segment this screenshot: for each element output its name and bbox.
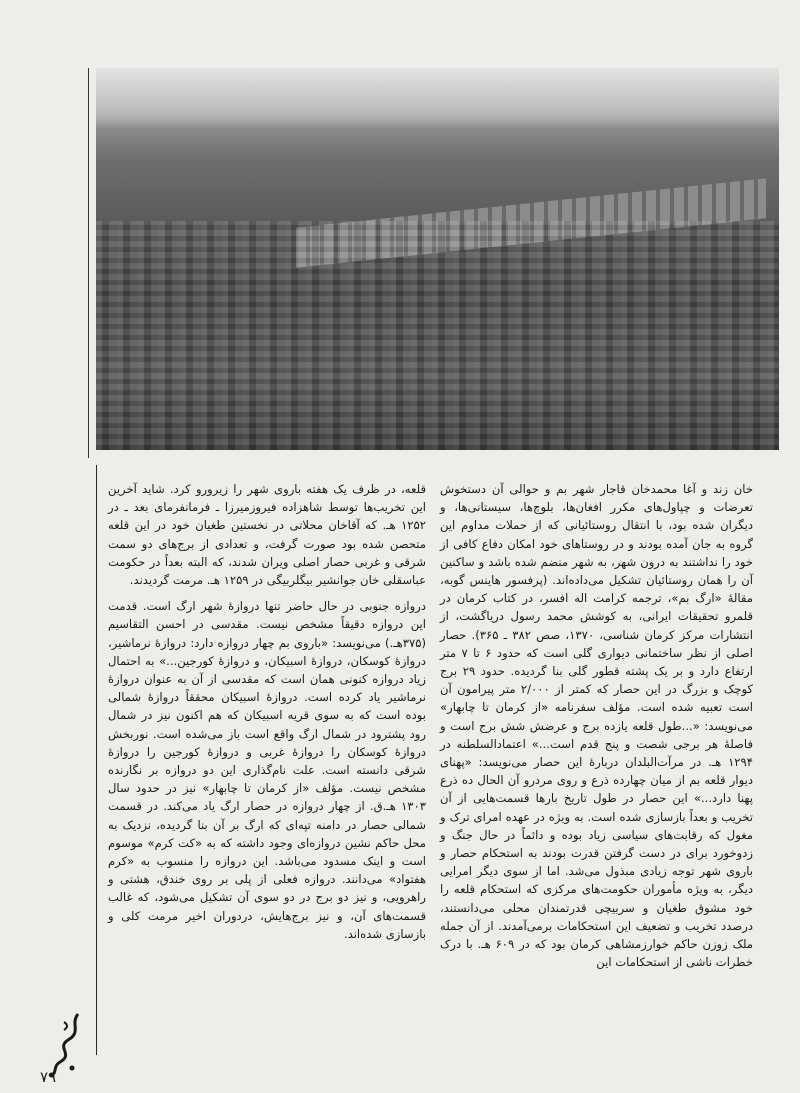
paragraph: خان زند و آغا محمدخان قاجار شهر بم و حوالی آن دستخوش تعرضات و چپاول‌های مکرر افغان‌ها، بلوچ‌ها، سیستانی‌ها، و دیگران شده بود، با انتقال روستائیانی که از حملات مداوم این گروه به جان آمده بودند و در روستاهای خود امکان دفاع کافی از خود را نداشتند به درون شهر، به شهر منضم شده باشد و ساکنین آن را همان روستائیان تشکیل می‌داده‌اند. (پرفسور هاینس گوبه، مقالهٔ «ارگ بم»، ترجمه کرامت اله افسر، در کتاب کرمان در قلمرو تحقیقات ایرانی، به کوشش محمد رسول دریاگشت، از انتشارات مرکز کرمان شناسی، ۱۳۷۰، صص ۳۸۲ ـ ۳۶۵). حصار اصلی از نظر ساختمانی دیواری گلی است که حدود ۶ تا ۷ متر ارتفاع دارد و بر یک پشته قطور گلی بنا گردیده. حدود ۲۹ برج کوچک و بزرگ در این حصار که کمتر از ۲/۰۰۰ متر پیرامون آن است تعبیه شده است. مؤلف سفرنامه «از کرمان تا چابهار» می‌نویسد: «...طول قلعه یازده برج و عرضش شش برج است و فاصلهٔ هر برجی شصت و پنج قدم است...» اعتمادالسلطنه در ۱۲۹۴ هـ. در مرآت‌البلدان دربارهٔ این حصار می‌نویسد: «پهنای دیوار قلعه بم از میان چهارده ذرع و روی مردرو آن الحال ده ذرع پهنا دارد...» این حصار در طول تاریخ بارها قسمت‌هایی از آن تخریب و بعداً بازسازی شده است. به ویژه در عهده امرای ترک و مغول که رقابت‌های سیاسی زیاد بوده و دائماً در حال جنگ و زدوخورد برای در دست گرفتن قدرت بودند به استحکام حصار و باروی شهر توجه زیادی مبذول می‌شد. اما از سوی دیگر امرایی دیگر، به ویژه مأموران حکومت‌های مرکزی که استحکام قلعه را خود مشوق طغیان و سربیچی قدرتمندان محلی می‌دانستند، درصدد تخریب و تضعیف این استحکامات برمی‌آمدند. از آن جمله ملک زوزن حاکم خوارزمشاهی کرمان بود که در ۶۰۹ هـ. با درک خطرات ناشی از استحکامات این [440, 482, 754, 970]
column-rule [96, 465, 97, 1055]
page-number: ۷۹ [40, 1068, 57, 1086]
photo-rooftops [96, 221, 779, 450]
text-column-left [108, 480, 426, 1055]
paragraph: دروازه جنوبی در حال حاضر تنها دروازهٔ شهر ارگ است. قدمت این دروازه دقیقاً مشخص نیست. مقدسی در احسن التقاسیم (۳۷۵هـ.) می‌نویسد: «باروی بم چهار دروازه دارد: دروازهٔ نرماشیر، دروازهٔ کوسکان، دروازهٔ اسبیکان، و دروازهٔ کورجین...» به احتمال زیاد دروازه کنونی همان است که مقدسی از آن به عنوان دروازهٔ نرماشیر یاد کرده است. دروازهٔ اسبیکان محققاً دروازهٔ شمالی بوده است که به سوی قریه اسبیکان که هم اکنون نیز در شمال رود پشترود در شمال ارگ واقع است باز می‌شده است. نوربخش دروازهٔ کوسکان را دروازهٔ غربی و دروازهٔ کورجین را دروازهٔ شرقی دانسته است. علت نام‌گذاری این دو دروازه بر نگارنده مشخص نیست. مؤلف «از کرمان تا چابهار» نیز در حدود سال ۱۳۰۳ هـ.ق. از چهار دروازه در حصار ارگ یاد می‌کند. در قسمت شمالی حصار در دامنه تپه‌ای که ارگ بر آن بنا گردیده، نزدیک به محل حاکم نشین دروازه‌ای وجود داشته که به «کت کرم» موسوم است و اینک مسدود می‌باشد. این دروازه را منسوب به «کرم هفتواد» می‌دانند. دروازه فعلی از پلی بر روی خندق، هشتی و راهرویی، و نیز دو برج در دو سوی آن تشکیل می‌شود، که غالب قسمت‌های آن، و نیز برج‌هایش، دردوران اخیر مرمت کلی و بازسازی شده‌اند. [108, 599, 426, 941]
photo-sky-haze [96, 68, 779, 128]
text-column-right [440, 480, 753, 1070]
paragraph: قلعه، در ظرف یک هفته باروی شهر را زیرورو کرد. شاید آخرین این تخریب‌ها توسط شاهزاده فیروزمیرزا ـ فرمانفرمای بعد ـ در ۱۲۵۲ هـ. که آقاخان محلاتی در نخستین طغیان خود در این قلعه متحصن شده بود صورت گرفت، و تعدادی از برج‌های دو سمت شرقی و غربی حصار اصلی ویران شدند، که البته بعداً در حکومت عباسقلی خان جوانشیر بیگلربیگی در ۱۲۵۹ هـ. مرمت گردیدند. [108, 482, 426, 588]
aerial-photo [96, 68, 779, 450]
photo-frame-line [88, 68, 89, 458]
